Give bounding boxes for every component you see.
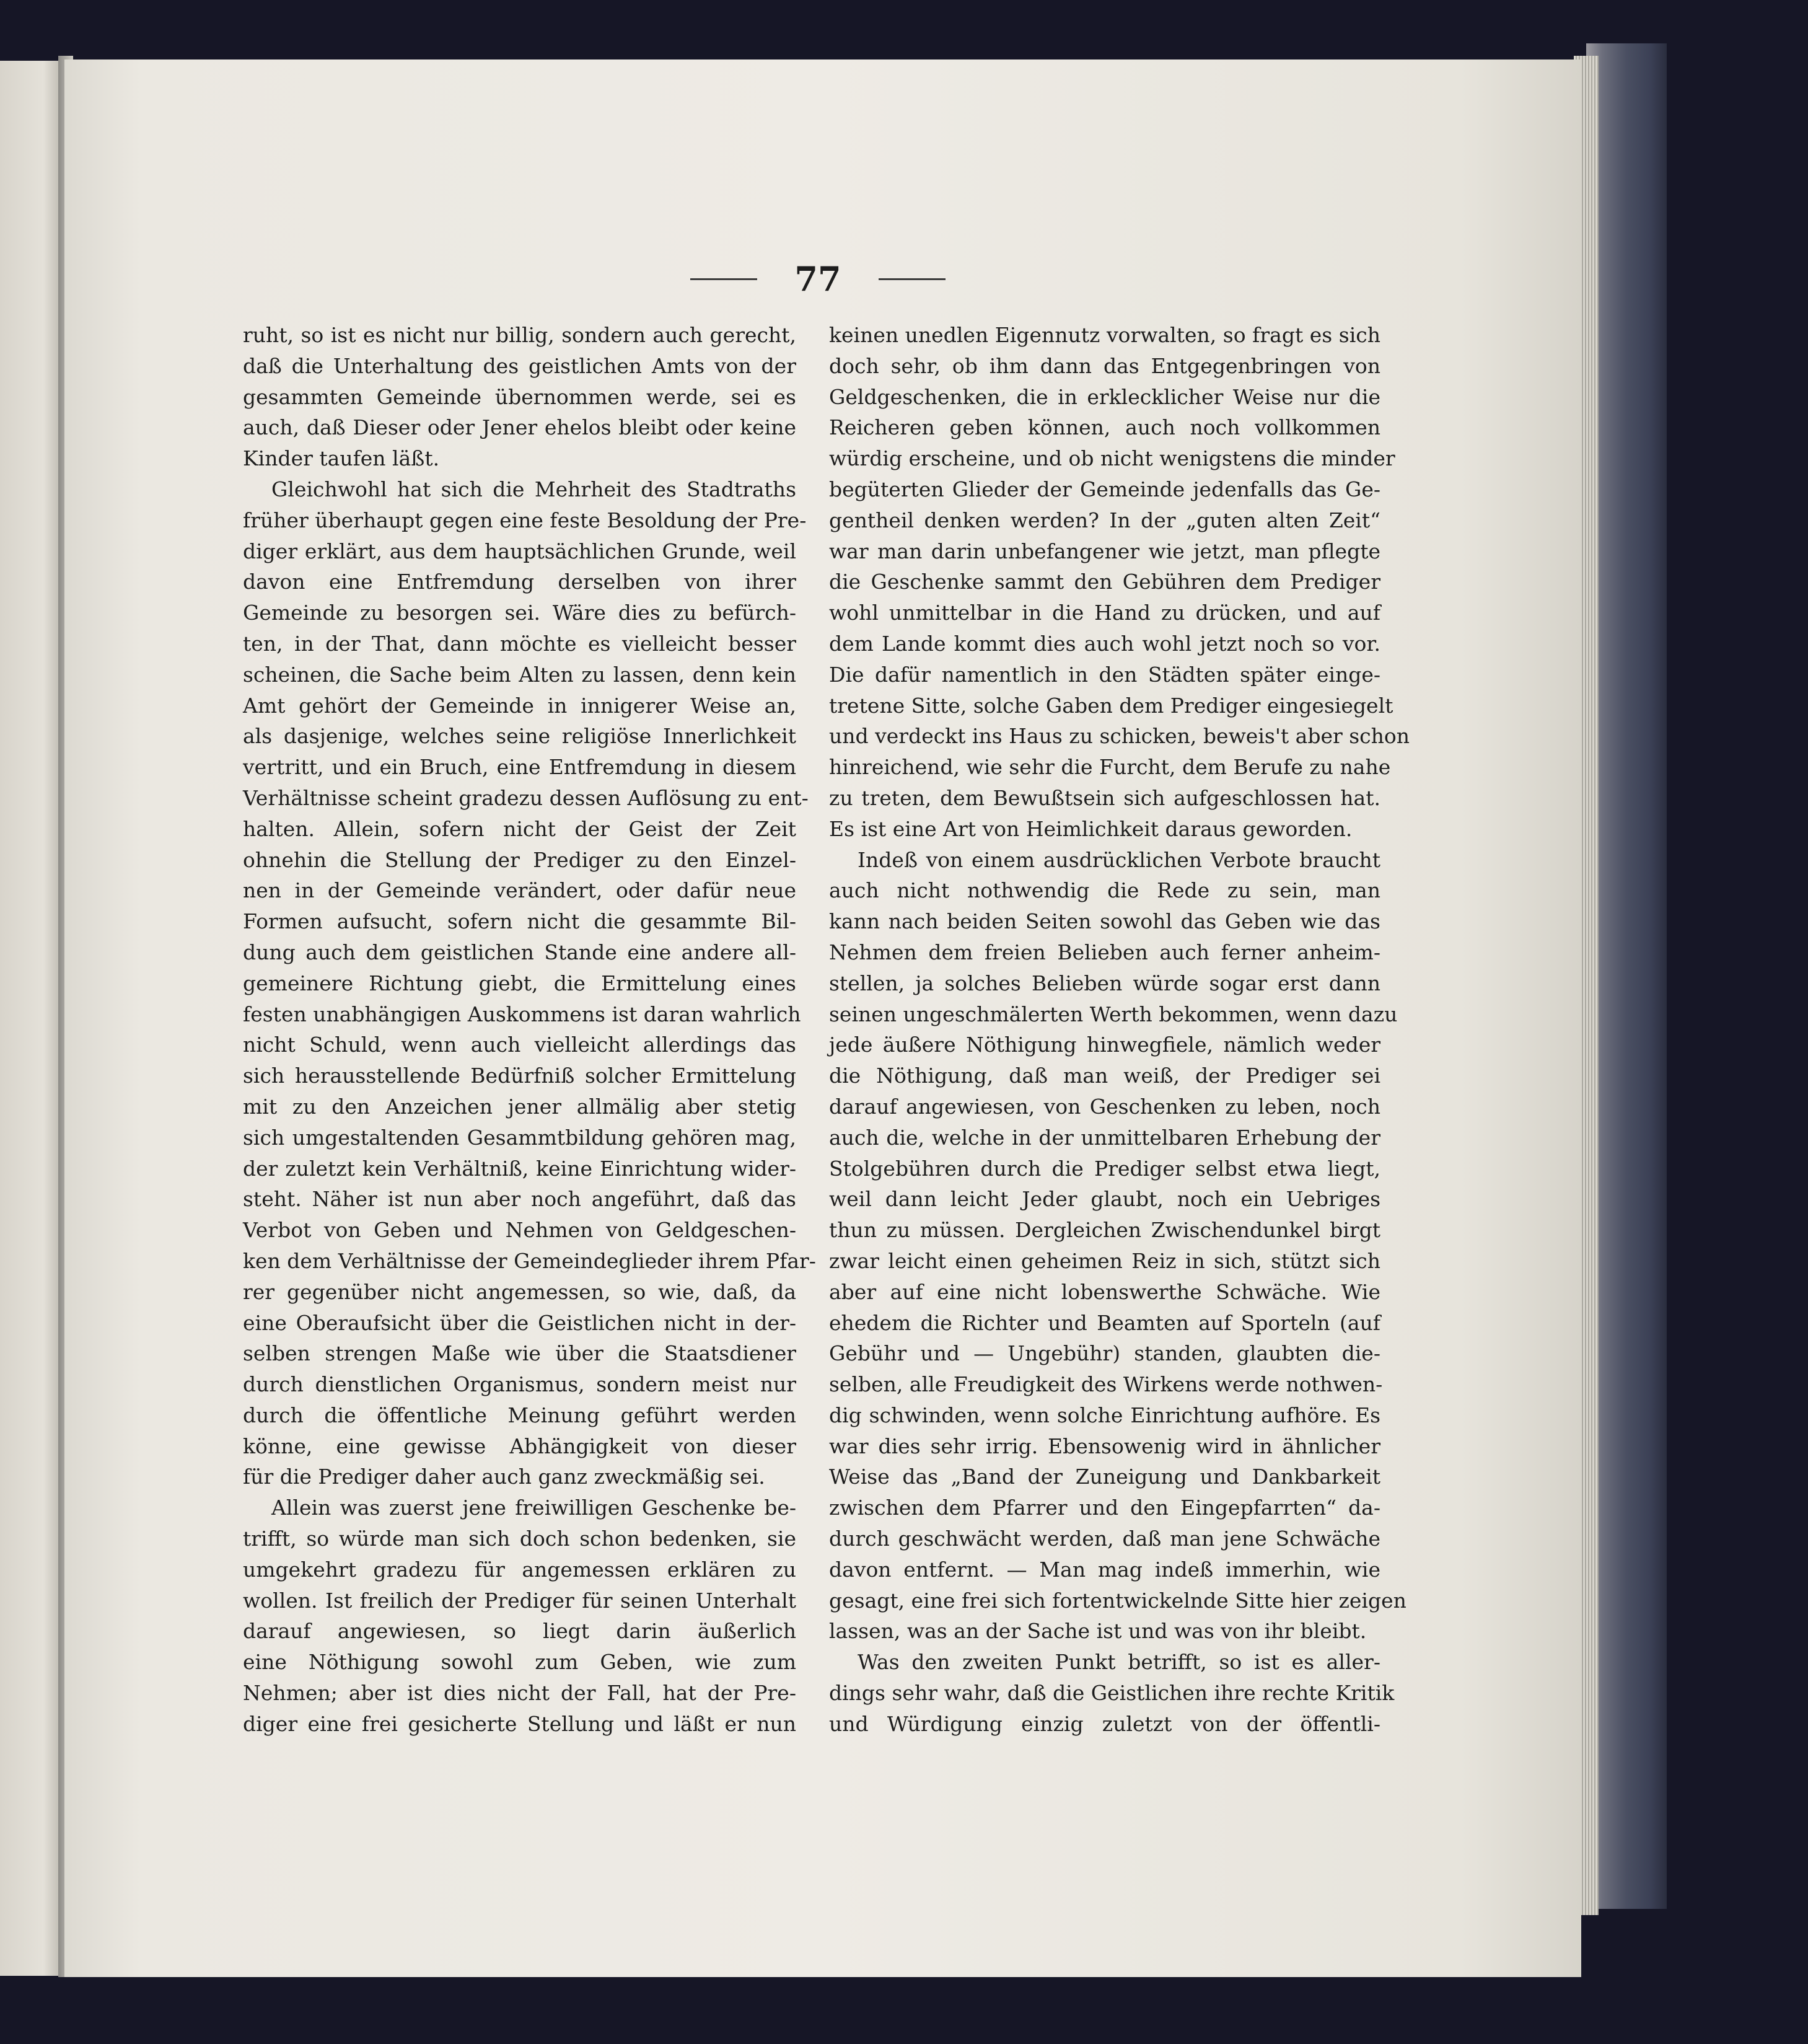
- text-line: Es ist eine Art von Heimlichkeit daraus geworden.: [829, 816, 1353, 841]
- text-line: Die dafür namentlich in den Städten später einge-: [829, 662, 1380, 687]
- text-line: ohnehin die Stellung der Prediger zu den Einzel-: [243, 847, 796, 872]
- text-line: vertritt, und ein Bruch, eine Entfremdung in diesem: [243, 755, 796, 780]
- text-line: Geldgeschenken, die in erklecklicher Weise nur die: [829, 384, 1380, 409]
- text-line: ten, in der That, dann möchte es vielleicht besser: [243, 631, 796, 656]
- text-line: daß die Unterhaltung des geistlichen Amts von der: [243, 353, 796, 378]
- text-line: auch nicht nothwendig die Rede zu sein, man: [829, 878, 1380, 903]
- text-line: der zuletzt kein Verhältniß, keine Einrichtung wider-: [243, 1156, 796, 1181]
- text-line: zwar leicht einen geheimen Reiz in sich, stützt sich: [829, 1248, 1380, 1273]
- text-line: aber auf eine nicht lobenswerthe Schwäche. Wie: [829, 1279, 1380, 1304]
- text-line: trifft, so würde man sich doch schon bedenken, sie: [243, 1526, 796, 1551]
- text-line: sich umgestaltenden Gesammtbildung gehören mag,: [243, 1125, 796, 1150]
- text-line: rer gegenüber nicht angemessen, so wie, daß, da: [243, 1279, 796, 1304]
- text-line: Weise das „Band der Zuneigung und Dankbarkeit: [829, 1465, 1380, 1489]
- text-line: halten. Allein, sofern nicht der Geist der Zeit: [243, 816, 796, 841]
- text-line: stellen, ja solches Belieben würde sogar erst dann: [829, 971, 1380, 995]
- text-line: die Nöthigung, daß man weiß, der Prediger sei: [829, 1064, 1380, 1088]
- header-rule-right: [879, 278, 946, 280]
- text-line: ehedem die Richter und Beamten auf Sporteln (auf: [829, 1310, 1380, 1335]
- facing-page-edge: [0, 61, 62, 1976]
- text-line: thun zu müssen. Dergleichen Zwischendunkel birgt: [829, 1218, 1380, 1243]
- text-line: nen in der Gemeinde verändert, oder dafür neue: [243, 878, 796, 903]
- text-line: kann nach beiden Seiten sowohl das Geben wie das: [829, 909, 1380, 934]
- text-line: die Geschenke sammt den Gebühren dem Prediger: [829, 570, 1380, 594]
- text-line: durch dienstlichen Organismus, sondern meist nur: [243, 1372, 796, 1397]
- text-line: scheinen, die Sache beim Alten zu lassen, denn kein: [243, 662, 796, 687]
- text-line: gentheil denken werden? In der „guten alten Zeit“: [829, 508, 1380, 532]
- text-line: dings sehr wahr, daß die Geistlichen ihre rechte Kritik: [829, 1681, 1395, 1706]
- text-line: davon entfernt. — Man mag indeß immerhin, wie: [829, 1557, 1380, 1582]
- text-line: keinen unedlen Eigennutz vorwalten, so fragt es sich: [829, 323, 1380, 347]
- text-line: gesammten Gemeinde übernommen werde, sei es: [243, 384, 796, 409]
- text-line: eine Nöthigung sowohl zum Geben, wie zum: [243, 1650, 796, 1675]
- text-line: diger eine frei gesicherte Stellung und läßt er nun: [243, 1711, 796, 1736]
- text-line: auch, daß Dieser oder Jener ehelos bleibt oder keine: [243, 415, 796, 440]
- text-line: sich herausstellende Bedürfniß solcher Ermittelung: [243, 1064, 796, 1088]
- text-line: dig schwinden, wenn solche Einrichtung aufhöre. Es: [829, 1403, 1380, 1427]
- header-rule-left: [690, 278, 757, 280]
- text-line: Amt gehört der Gemeinde in innigerer Weise an,: [243, 693, 796, 718]
- text-line: selben strengen Maße wie über die Staatsdiener: [243, 1341, 796, 1366]
- text-line: zwischen dem Pfarrer und den Eingepfarrten“ da-: [829, 1496, 1380, 1520]
- text-line: mit zu den Anzeichen jener allmälig aber stetig: [243, 1094, 796, 1119]
- text-line: Indeß von einem ausdrücklichen Verbote braucht: [858, 847, 1380, 872]
- text-line: könne, eine gewisse Abhängigkeit von dieser: [243, 1434, 796, 1458]
- text-column-right: [829, 320, 1410, 1740]
- text-line: hinreichend, wie sehr die Furcht, dem Berufe zu nahe: [829, 755, 1391, 780]
- text-line: für die Prediger daher auch ganz zweckmäßig sei.: [243, 1465, 765, 1489]
- text-line: Verhältnisse scheint gradezu dessen Auflösung zu ent-: [243, 785, 809, 810]
- text-line: lassen, was an der Sache ist und was von ihr bleibt.: [829, 1619, 1367, 1644]
- text-line: steht. Näher ist nun aber noch angeführt, daß das: [243, 1187, 796, 1212]
- page-number: 77: [794, 259, 841, 299]
- text-line: Formen aufsucht, sofern nicht die gesammte Bil-: [243, 909, 796, 934]
- page-header: [669, 260, 967, 297]
- text-line: Gleichwohl hat sich die Mehrheit des Stadtraths: [271, 477, 796, 501]
- text-line: festen unabhängigen Auskommens ist daran wahrlich: [243, 1002, 801, 1026]
- text-line: Allein was zuerst jene freiwilligen Geschenke be-: [271, 1496, 796, 1520]
- text-column-left: [243, 320, 816, 1740]
- text-line: gesagt, eine frei sich fortentwickelnde Sitte hier zeigen: [829, 1588, 1406, 1613]
- text-line: darauf angewiesen, so liegt darin äußerlich: [243, 1619, 796, 1644]
- text-line: Gemeinde zu besorgen sei. Wäre dies zu befürch-: [243, 601, 796, 625]
- text-line: dem Lande kommt dies auch wohl jetzt noch so vor.: [829, 631, 1380, 656]
- text-line: umgekehrt gradezu für angemessen erklären zu: [243, 1557, 796, 1582]
- text-line: würdig erscheine, und ob nicht wenigstens die minder: [829, 446, 1395, 471]
- text-line: und Würdigung einzig zuletzt von der öffentli-: [829, 1711, 1380, 1736]
- text-line: Was den zweiten Punkt betrifft, so ist es aller-: [858, 1650, 1380, 1675]
- text-line: wohl unmittelbar in die Hand zu drücken, und auf: [829, 601, 1380, 625]
- text-line: durch geschwächt werden, daß man jene Schwäche: [829, 1526, 1380, 1551]
- text-line: Stolgebühren durch die Prediger selbst etwa liegt,: [829, 1156, 1380, 1181]
- text-line: Reicheren geben können, auch noch vollkommen: [829, 415, 1380, 440]
- text-line: durch die öffentliche Meinung geführt werden: [243, 1403, 796, 1427]
- text-line: war dies sehr irrig. Ebensowenig wird in ähnlicher: [829, 1434, 1380, 1458]
- text-line: ken dem Verhältnisse der Gemeindeglieder ihrem Pfar-: [243, 1248, 816, 1273]
- text-line: darauf angewiesen, von Geschenken zu leben, noch: [829, 1094, 1380, 1119]
- text-line: zu treten, dem Bewußtsein sich aufgeschlossen hat.: [829, 785, 1380, 810]
- text-line: nicht Schuld, wenn auch vielleicht allerdings das: [243, 1033, 796, 1057]
- text-line: eine Oberaufsicht über die Geistlichen nicht in der-: [243, 1310, 796, 1335]
- text-line: dung auch dem geistlichen Stande eine andere all-: [243, 940, 796, 964]
- text-line: ruht, so ist es nicht nur billig, sondern auch gerecht,: [243, 323, 796, 347]
- text-line: weil dann leicht Jeder glaubt, noch ein Uebriges: [829, 1187, 1380, 1212]
- text-line: Nehmen dem freien Belieben auch ferner anheim-: [829, 940, 1380, 964]
- text-line: als dasjenige, welches seine religiöse Innerlichkeit: [243, 724, 796, 749]
- text-line: davon eine Entfremdung derselben von ihrer: [243, 570, 796, 594]
- text-line: doch sehr, ob ihm dann das Entgegenbringen von: [829, 353, 1380, 378]
- text-line: Gebühr und — Ungebühr) standen, glaubten die-: [829, 1341, 1380, 1366]
- text-line: war man darin unbefangener wie jetzt, man pflegte: [829, 539, 1380, 563]
- text-line: wollen. Ist freilich der Prediger für seinen Unterhalt: [243, 1588, 796, 1613]
- text-line: auch die, welche in der unmittelbaren Erhebung der: [829, 1125, 1380, 1150]
- text-line: begüterten Glieder der Gemeinde jedenfalls das Ge-: [829, 477, 1380, 501]
- text-line: tretene Sitte, solche Gaben dem Prediger eingesiegelt: [829, 693, 1393, 718]
- text-line: jede äußere Nöthigung hinwegfiele, nämlich weder: [829, 1033, 1380, 1057]
- text-line: Nehmen; aber ist dies nicht der Fall, hat der Pre-: [243, 1681, 796, 1706]
- text-line: früher überhaupt gegen eine feste Besoldung der Pre-: [243, 508, 807, 532]
- text-line: gemeinere Richtung giebt, die Ermittelung eines: [243, 971, 796, 995]
- text-line: Kinder taufen läßt.: [243, 446, 440, 471]
- text-line: und verdeckt ins Haus zu schicken, beweis't aber schon: [829, 724, 1410, 749]
- text-line: diger erklärt, aus dem hauptsächlichen Grunde, weil: [243, 539, 796, 563]
- text-line: Verbot von Geben und Nehmen von Geldgeschen-: [243, 1218, 796, 1243]
- text-line: seinen ungeschmälerten Werth bekommen, wenn dazu: [829, 1002, 1398, 1026]
- text-line: selben, alle Freudigkeit des Wirkens werde nothwen-: [829, 1372, 1383, 1397]
